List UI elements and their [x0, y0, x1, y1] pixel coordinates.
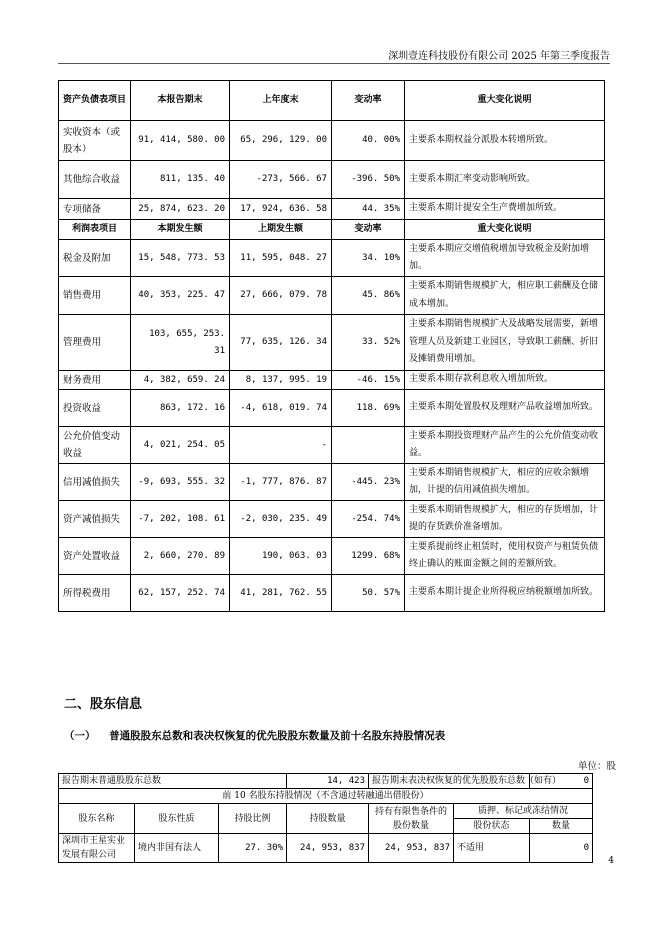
- row-item-label: 专项储备: [59, 199, 131, 220]
- shareholder-table: [58, 773, 593, 863]
- table-row: [59, 199, 605, 220]
- prior-header: 上期发生额: [230, 220, 332, 240]
- shareholder-total-row: [59, 774, 593, 789]
- col-share-status: 股份状态: [454, 819, 530, 834]
- row-change-note: 主要系本期权益分派股本转增所致。: [405, 121, 605, 161]
- row-current-value: 863, 172. 16: [131, 390, 230, 427]
- row-change-note: 主要系本期汇率变动影响所致。: [405, 161, 605, 199]
- financial-change-table: [58, 80, 605, 612]
- row-change-rate: [332, 427, 405, 464]
- rate-header: 变动率: [332, 220, 405, 240]
- report-header-title: 深圳壹连科技股份有限公司 2025 年第三季度报告: [388, 51, 610, 62]
- row-change-rate: 33. 52%: [332, 315, 405, 371]
- row-change-note: 主要系本期销售规模扩大，相应的存货增加，计提的存货跌价准备增加。: [405, 501, 605, 538]
- current-header: 本报告期末: [131, 81, 230, 121]
- row-prior-value: -273, 566. 67: [230, 161, 332, 199]
- row-item-label: 资产减值损失: [59, 501, 131, 538]
- row-prior-value: 65, 296, 129. 00: [230, 121, 332, 161]
- row-change-note: 主要系本期处置股权及理财产品收益增加所致。: [405, 390, 605, 427]
- row-change-rate: 34. 10%: [332, 240, 405, 277]
- header-divider: [58, 63, 610, 64]
- balance-header-row: [59, 81, 605, 121]
- table-row: [59, 240, 605, 277]
- shareholder-nature: 境内非国有法人: [135, 834, 219, 863]
- shareholder-status: 不适用: [454, 834, 530, 863]
- row-change-note: 主要系本期投资理财产品产生的公允价值变动收益。: [405, 427, 605, 464]
- income-header-row: [59, 220, 605, 240]
- col-shareholder-nature: 股东性质: [135, 804, 219, 834]
- table-row: [59, 427, 605, 464]
- row-prior-value: 27, 666, 079. 78: [230, 277, 332, 315]
- row-change-note: 主要系本期应交增值税增加导致税金及附加增加。: [405, 240, 605, 277]
- col-pledge-group: 质押、标记或冻结情况: [454, 804, 593, 819]
- row-item-label: 销售费用: [59, 277, 131, 315]
- row-change-note: 主要系本期计提企业所得税应纳税额增加所致。: [405, 575, 605, 612]
- row-item-label: 信用减值损失: [59, 464, 131, 501]
- table-row: [59, 575, 605, 612]
- financial-change-table-body: [59, 81, 605, 612]
- note-header: 重大变化说明: [405, 220, 605, 240]
- row-prior-value: 190, 063. 03: [230, 538, 332, 575]
- subsection-number: （一）: [64, 730, 96, 742]
- row-current-value: 91, 414, 580. 00: [131, 121, 230, 161]
- row-item-label: 所得税费用: [59, 575, 131, 612]
- table-row: [59, 315, 605, 371]
- row-current-value: 4, 021, 254. 05: [131, 427, 230, 464]
- note-header: 重大变化说明: [405, 81, 605, 121]
- row-prior-value: -2, 030, 235. 49: [230, 501, 332, 538]
- preferred-shareholders-label: 报告期末表决权恢复的优先股股东总数（如有）: [369, 774, 530, 789]
- row-current-value: -7, 202, 108. 61: [131, 501, 230, 538]
- row-prior-value: -: [230, 427, 332, 464]
- shareholder-pledge-count: 0: [530, 834, 593, 863]
- row-current-value: 25, 874, 623. 20: [131, 199, 230, 220]
- row-current-value: -9, 693, 555. 32: [131, 464, 230, 501]
- row-change-note: 主要系本期计提安全生产费增加所致。: [405, 199, 605, 220]
- row-change-rate: 44. 35%: [332, 199, 405, 220]
- preferred-shareholders-value: 0: [530, 774, 593, 789]
- row-prior-value: 11, 595, 048. 27: [230, 240, 332, 277]
- row-item-label: 资产处置收益: [59, 538, 131, 575]
- unit-label: 单位：股: [577, 761, 616, 772]
- row-change-rate: -46. 15%: [332, 371, 405, 390]
- row-item-label: 公允价值变动收益: [59, 427, 131, 464]
- col-shareholder-name: 股东名称: [59, 804, 135, 834]
- top10-title-row: [59, 789, 593, 804]
- table-row: [59, 538, 605, 575]
- subsection-title: [64, 728, 445, 743]
- row-change-rate: 45. 86%: [332, 277, 405, 315]
- row-change-rate: -254. 74%: [332, 501, 405, 538]
- row-current-value: 15, 548, 773. 53: [131, 240, 230, 277]
- row-change-rate: 50. 57%: [332, 575, 405, 612]
- table-row: [59, 277, 605, 315]
- table-row: [59, 464, 605, 501]
- row-change-note: 主要系本期销售规模扩大，相应职工薪酬及仓储成本增加。: [405, 277, 605, 315]
- row-change-rate: -396. 50%: [332, 161, 405, 199]
- item-header: 利润表项目: [59, 220, 131, 240]
- top10-title: 前 10 名股东持股情况（不含通过转融通出借股份）: [59, 789, 593, 804]
- item-header: 资产负债表项目: [59, 81, 131, 121]
- row-current-value: 4, 382, 659. 24: [131, 371, 230, 390]
- col-restricted-shares: 持有有限售条件的股份数量: [369, 804, 454, 834]
- row-item-label: 税金及附加: [59, 240, 131, 277]
- table-row: [59, 501, 605, 538]
- shareholder-ratio: 27. 30%: [219, 834, 287, 863]
- rate-header: 变动率: [332, 81, 405, 121]
- col-holding-ratio: 持股比例: [219, 804, 287, 834]
- shareholder-header-row: [59, 804, 593, 819]
- row-change-rate: 1299. 68%: [332, 538, 405, 575]
- shareholder-restricted: 24, 953, 837: [369, 834, 454, 863]
- row-current-value: 103, 655, 253. 31: [131, 315, 230, 371]
- row-item-label: 其他综合收益: [59, 161, 131, 199]
- row-item-label: 财务费用: [59, 371, 131, 390]
- row-current-value: 811, 135. 40: [131, 161, 230, 199]
- col-holding-quantity: 持股数量: [287, 804, 369, 834]
- row-item-label: 管理费用: [59, 315, 131, 371]
- row-current-value: 2, 660, 270. 89: [131, 538, 230, 575]
- table-row: [59, 371, 605, 390]
- total-shareholders-value: 14, 423: [287, 774, 369, 789]
- row-change-note: 主要系本期销售规模扩大及战略发展需要，新增管理人员及新建工业园区，导致职工薪酬、折旧及摊销费用增加。: [405, 315, 605, 371]
- row-change-note: 主要系本期销售规模扩大，相应的应收余额增加，计提的信用减值损失增加。: [405, 464, 605, 501]
- row-prior-value: -4, 618, 019. 74: [230, 390, 332, 427]
- row-prior-value: 8, 137, 995. 19: [230, 371, 332, 390]
- table-row: [59, 161, 605, 199]
- page-number: 4: [608, 856, 614, 866]
- row-change-rate: 40. 00%: [332, 121, 405, 161]
- row-change-note: 主要系提前终止租赁时，使用权资产与租赁负债终止确认的账面金额之间的差额所致。: [405, 538, 605, 575]
- row-item-label: 实收资本（或股本）: [59, 121, 131, 161]
- row-current-value: 62, 157, 252. 74: [131, 575, 230, 612]
- row-prior-value: -1, 777, 876. 87: [230, 464, 332, 501]
- row-change-rate: -445. 23%: [332, 464, 405, 501]
- current-header: 本期发生额: [131, 220, 230, 240]
- row-current-value: 40, 353, 225. 47: [131, 277, 230, 315]
- row-prior-value: 77, 635, 126. 34: [230, 315, 332, 371]
- table-row: [59, 390, 605, 427]
- shareholder-quantity: 24, 953, 837: [287, 834, 369, 863]
- prior-header: 上年度末: [230, 81, 332, 121]
- row-item-label: 投资收益: [59, 390, 131, 427]
- table-row: [59, 121, 605, 161]
- row-change-rate: 118. 69%: [332, 390, 405, 427]
- subsection-text: 普通股股东总数和表决权恢复的优先股股东数量及前十名股东持股情况表: [109, 730, 446, 742]
- row-prior-value: 17, 924, 636. 58: [230, 199, 332, 220]
- row-prior-value: 41, 281, 762. 55: [230, 575, 332, 612]
- total-shareholders-label: 报告期末普通股股东总数: [59, 774, 287, 789]
- shareholder-name: 深圳市王星实业发展有限公司: [59, 834, 135, 863]
- section-title: 二、股东信息: [64, 697, 143, 712]
- row-change-note: 主要系本期存款利息收入增加所致。: [405, 371, 605, 390]
- col-pledge-count: 数量: [530, 819, 593, 834]
- shareholder-row: [59, 834, 593, 863]
